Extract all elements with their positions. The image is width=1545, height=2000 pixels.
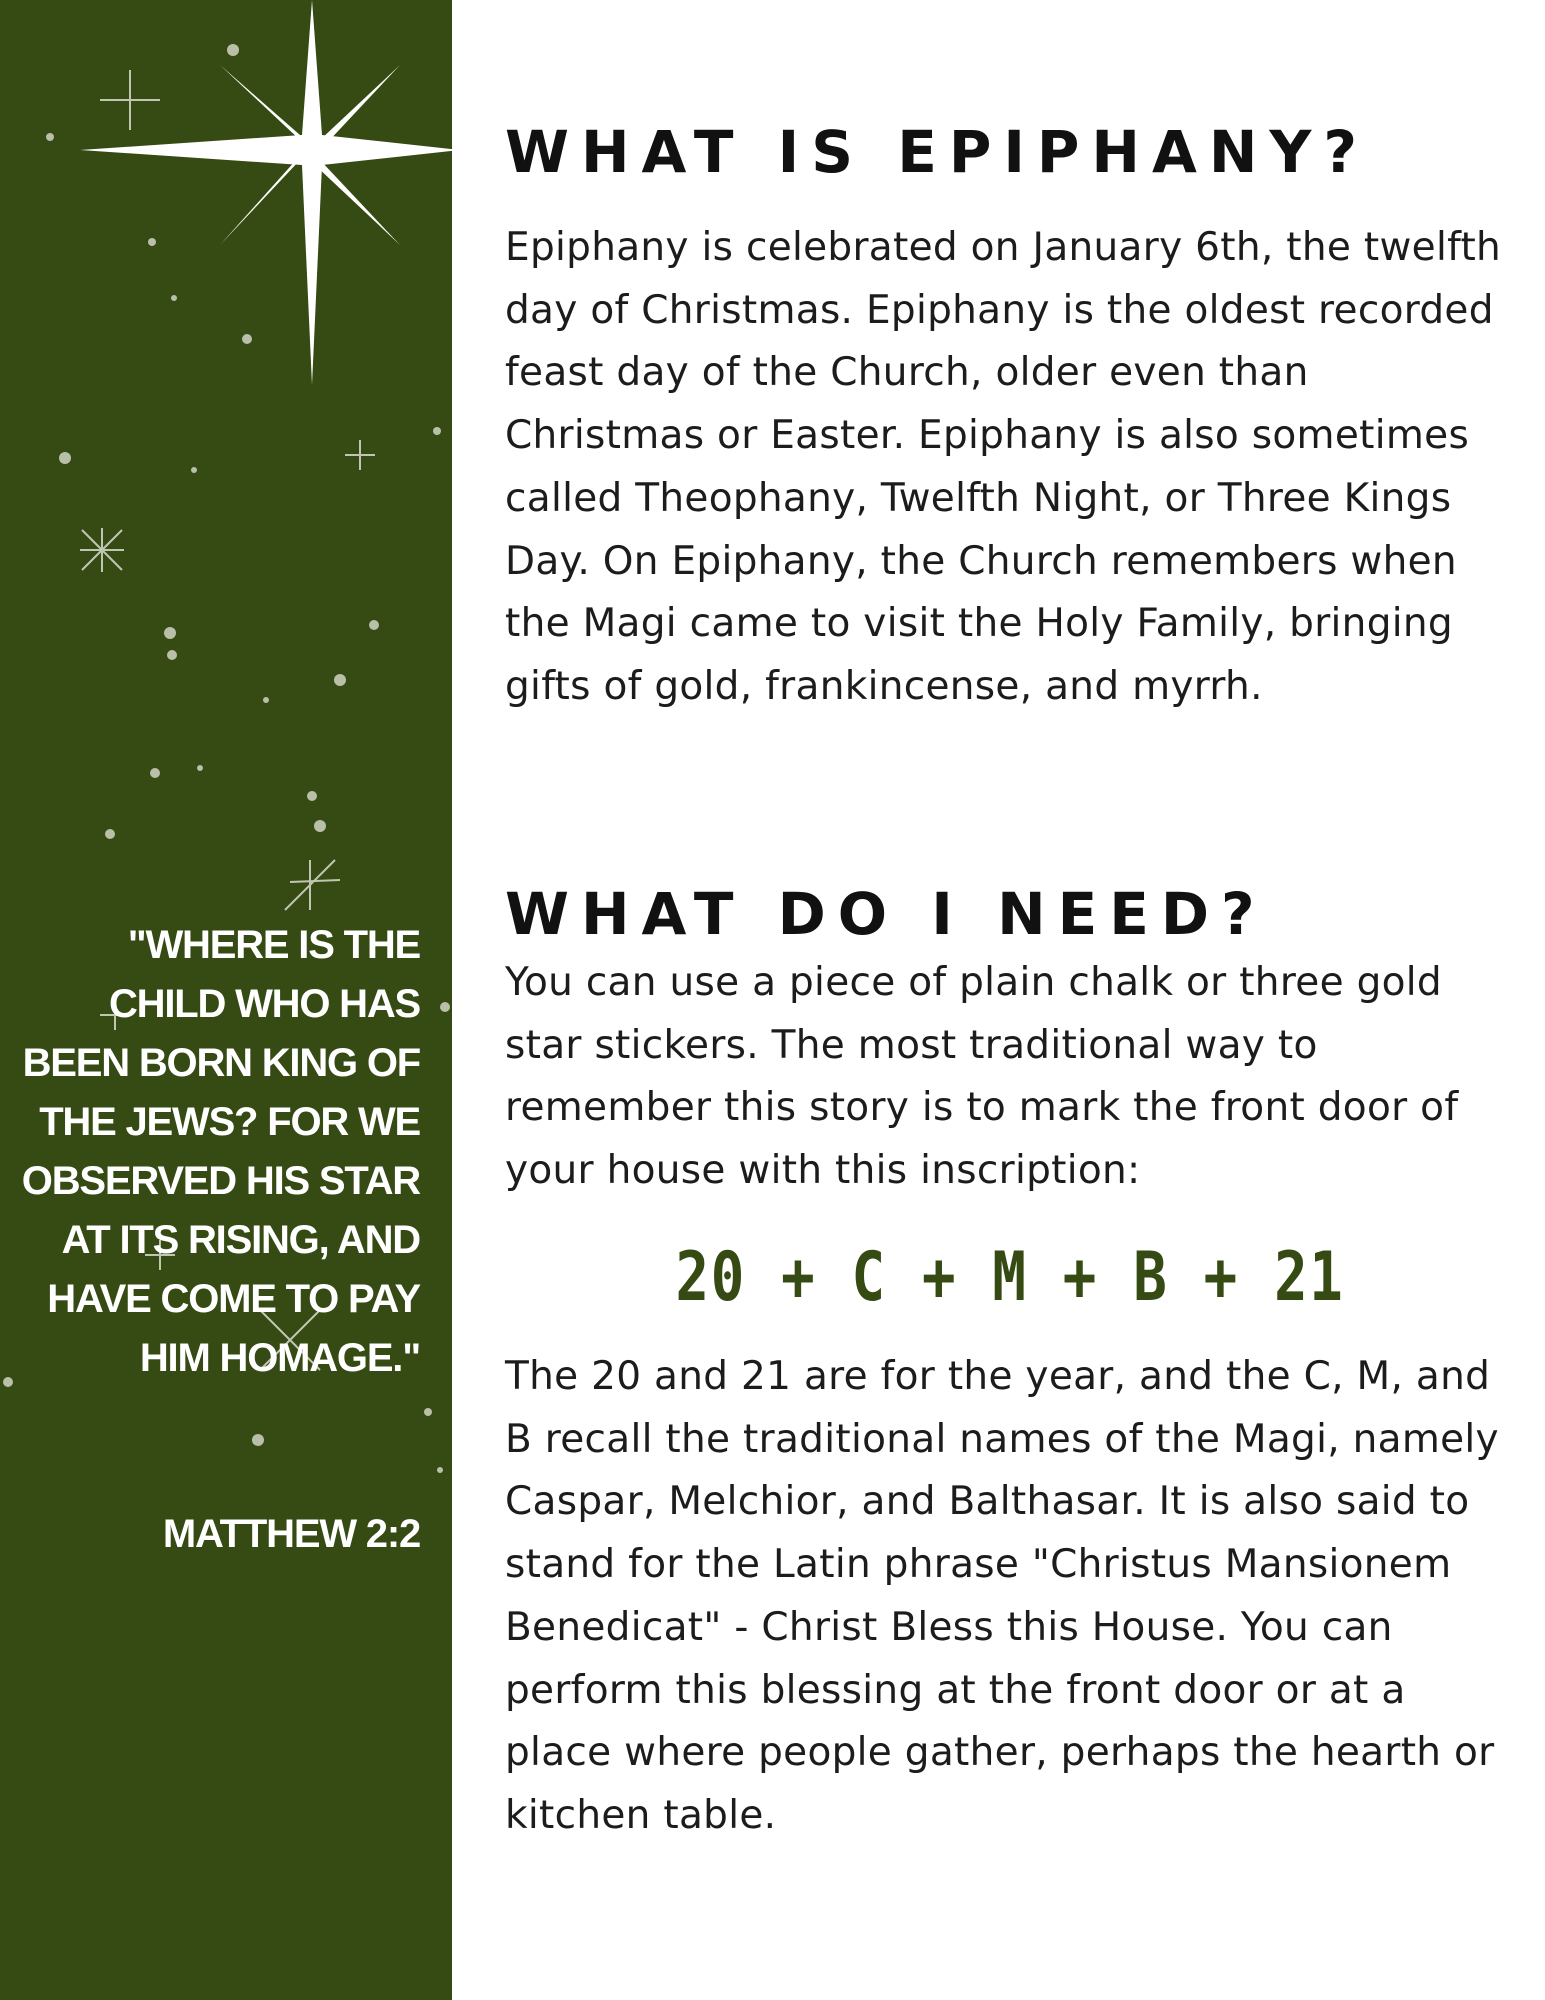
section-heading-need: WHAT DO I NEED? bbox=[505, 880, 1267, 948]
scripture-quote: "WHERE IS THE CHILD WHO HAS BEEN BORN KING OF THE JEWS? FOR WE OBSERVED HIS STAR AT ITS RISING, AND HAVE COME TO PAY HIM HOMAGE." bbox=[21, 923, 420, 1380]
supplies-description: You can use a piece of plain chalk or three gold star stickers. The most traditional way to remember this story is to mark the front door of your house with this inscription: bbox=[505, 960, 1459, 1194]
inscription-explanation: The 20 and 21 are for the year, and the C, M, and B recall the traditional names of the Magi, namely Caspar, Melchior, and Balthasar. It is also said to stand for the Latin phrase "Christus Mansionem Benedicat" - Christ Bless this House. You can perform this blessing at the front door or at a place where people gather, perhaps the hearth or kitchen table. bbox=[505, 1354, 1499, 1838]
chalk-inscription: 20 + C + M + B + 21 bbox=[675, 1238, 1345, 1317]
epiphany-description: Epiphany is celebrated on January 6th, the twelfth day of Christmas. Epiphany is the oldest recorded feast day of the Church, older even than Christmas or Easter. Epiphany is also sometimes called Theophany, Twelfth Night, or Three Kings Day. On Epiphany, the Church remembers when the Magi came to visit the Holy Family, bringing gifts of gold, frankincense, and myrrh. bbox=[505, 225, 1502, 709]
sidebar-panel bbox=[0, 0, 452, 2000]
scripture-citation: MATTHEW 2:2 bbox=[162, 1512, 420, 1556]
section-heading-epiphany: WHAT IS EPIPHANY? bbox=[505, 118, 1370, 186]
star-icon bbox=[80, 0, 452, 385]
